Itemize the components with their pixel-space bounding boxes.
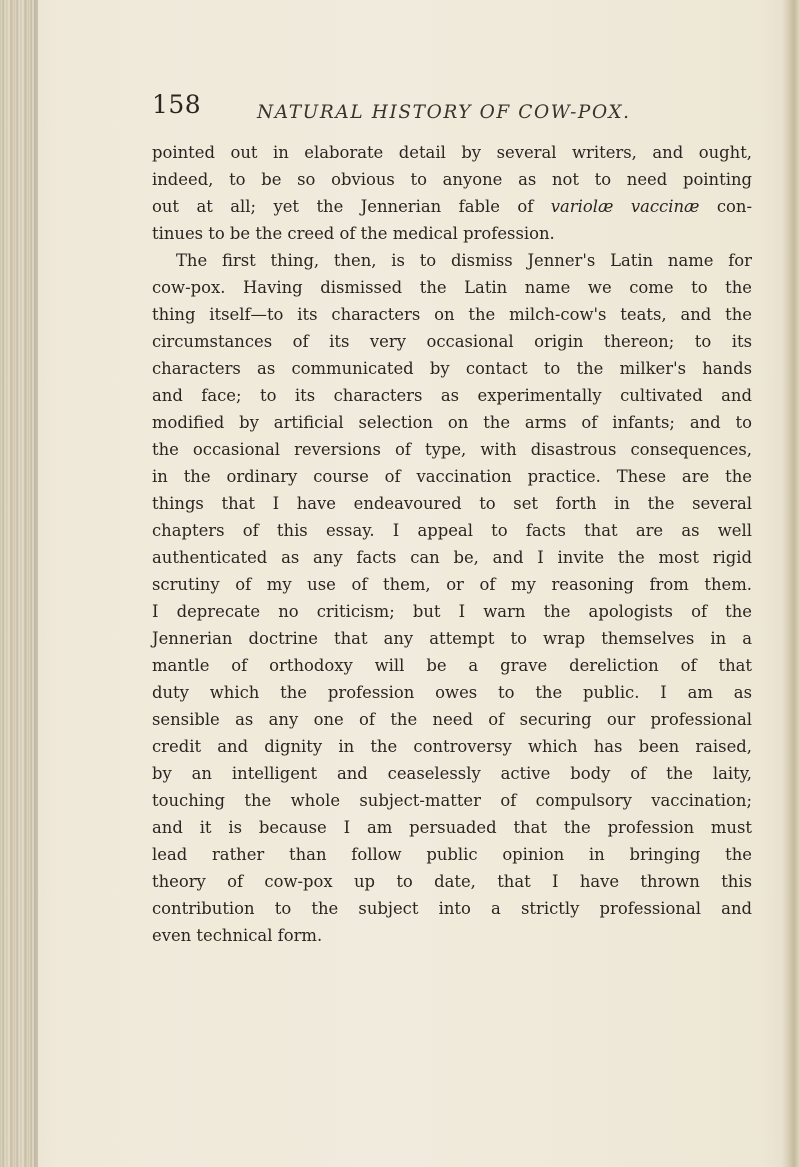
text-line: authenticated as any facts can be, and I invite the most rigid [152,548,752,567]
text-line: tinues to be the creed of the medical profession. [152,224,555,243]
text-line: credit and dignity in the controversy which has been raised, [152,737,752,756]
text-line: things that I have endeavoured to set forth in the several [152,494,752,513]
text-segment: con- [699,197,753,216]
text-line: chapters of this essay. I appeal to facts that are as well [152,521,752,540]
text-line: cow-pox. Having dismissed the Latin name we come to the [152,278,752,297]
text-line: duty which the profession owes to the public. I am as [152,683,752,702]
text-segment: out at all; yet the Jennerian fable of [152,197,551,216]
text-line: characters as communicated by contact to the milker's hands [152,359,752,378]
page-outer-edge [782,0,800,1167]
text-line: circumstances of its very occasional origin thereon; to its [152,332,752,351]
text-line: scrutiny of my use of them, or of my reasoning from them. [152,575,752,594]
text-line [152,193,752,220]
text-line: and face; to its characters as experimentally cultivated and [152,386,752,405]
text-line: and it is because I am persuaded that the profession must [152,818,752,837]
text-line: The first thing, then, is to dismiss Jenner's Latin name for [176,251,752,270]
text-line: thing itself—to its characters on the milch-cow's teats, and the [152,305,752,324]
latin-term: variolæ vaccinæ [550,197,700,216]
text-line: lead rather than follow public opinion in bringing the [152,845,752,864]
text-line: touching the whole subject-matter of compulsory vaccination; [152,791,752,810]
text-line: Jennerian doctrine that any attempt to wrap themselves in a [152,629,752,648]
text-line: by an intelligent and ceaselessly active body of the laity, [152,764,752,783]
text-line: modified by artificial selection on the arms of infants; and to [152,413,752,432]
page-number: 158 [152,90,202,119]
text-line: theory of cow-pox up to date, that I have thrown this [152,872,752,891]
text-line: pointed out in elaborate detail by several writers, and ought, [152,143,752,162]
text-line: mantle of orthodoxy will be a grave dereliction of that [152,656,752,675]
text-line: indeed, to be so obvious to anyone as not to need pointing [152,170,752,189]
text-line: sensible as any one of the need of securing our professional [152,710,752,729]
text-line: I deprecate no criticism; but I warn the apologists of the [152,602,752,621]
text-line: the occasional reversions of type, with disastrous consequences, [152,440,752,459]
running-head: NATURAL HISTORY OF COW-POX. [257,102,631,123]
text-line: contribution to the subject into a strictly professional and [152,899,752,918]
body-text [152,139,752,949]
page-binding-edge [0,0,38,1167]
text-line: in the ordinary course of vaccination practice. These are the [152,467,752,486]
text-line: even technical form. [152,926,323,945]
